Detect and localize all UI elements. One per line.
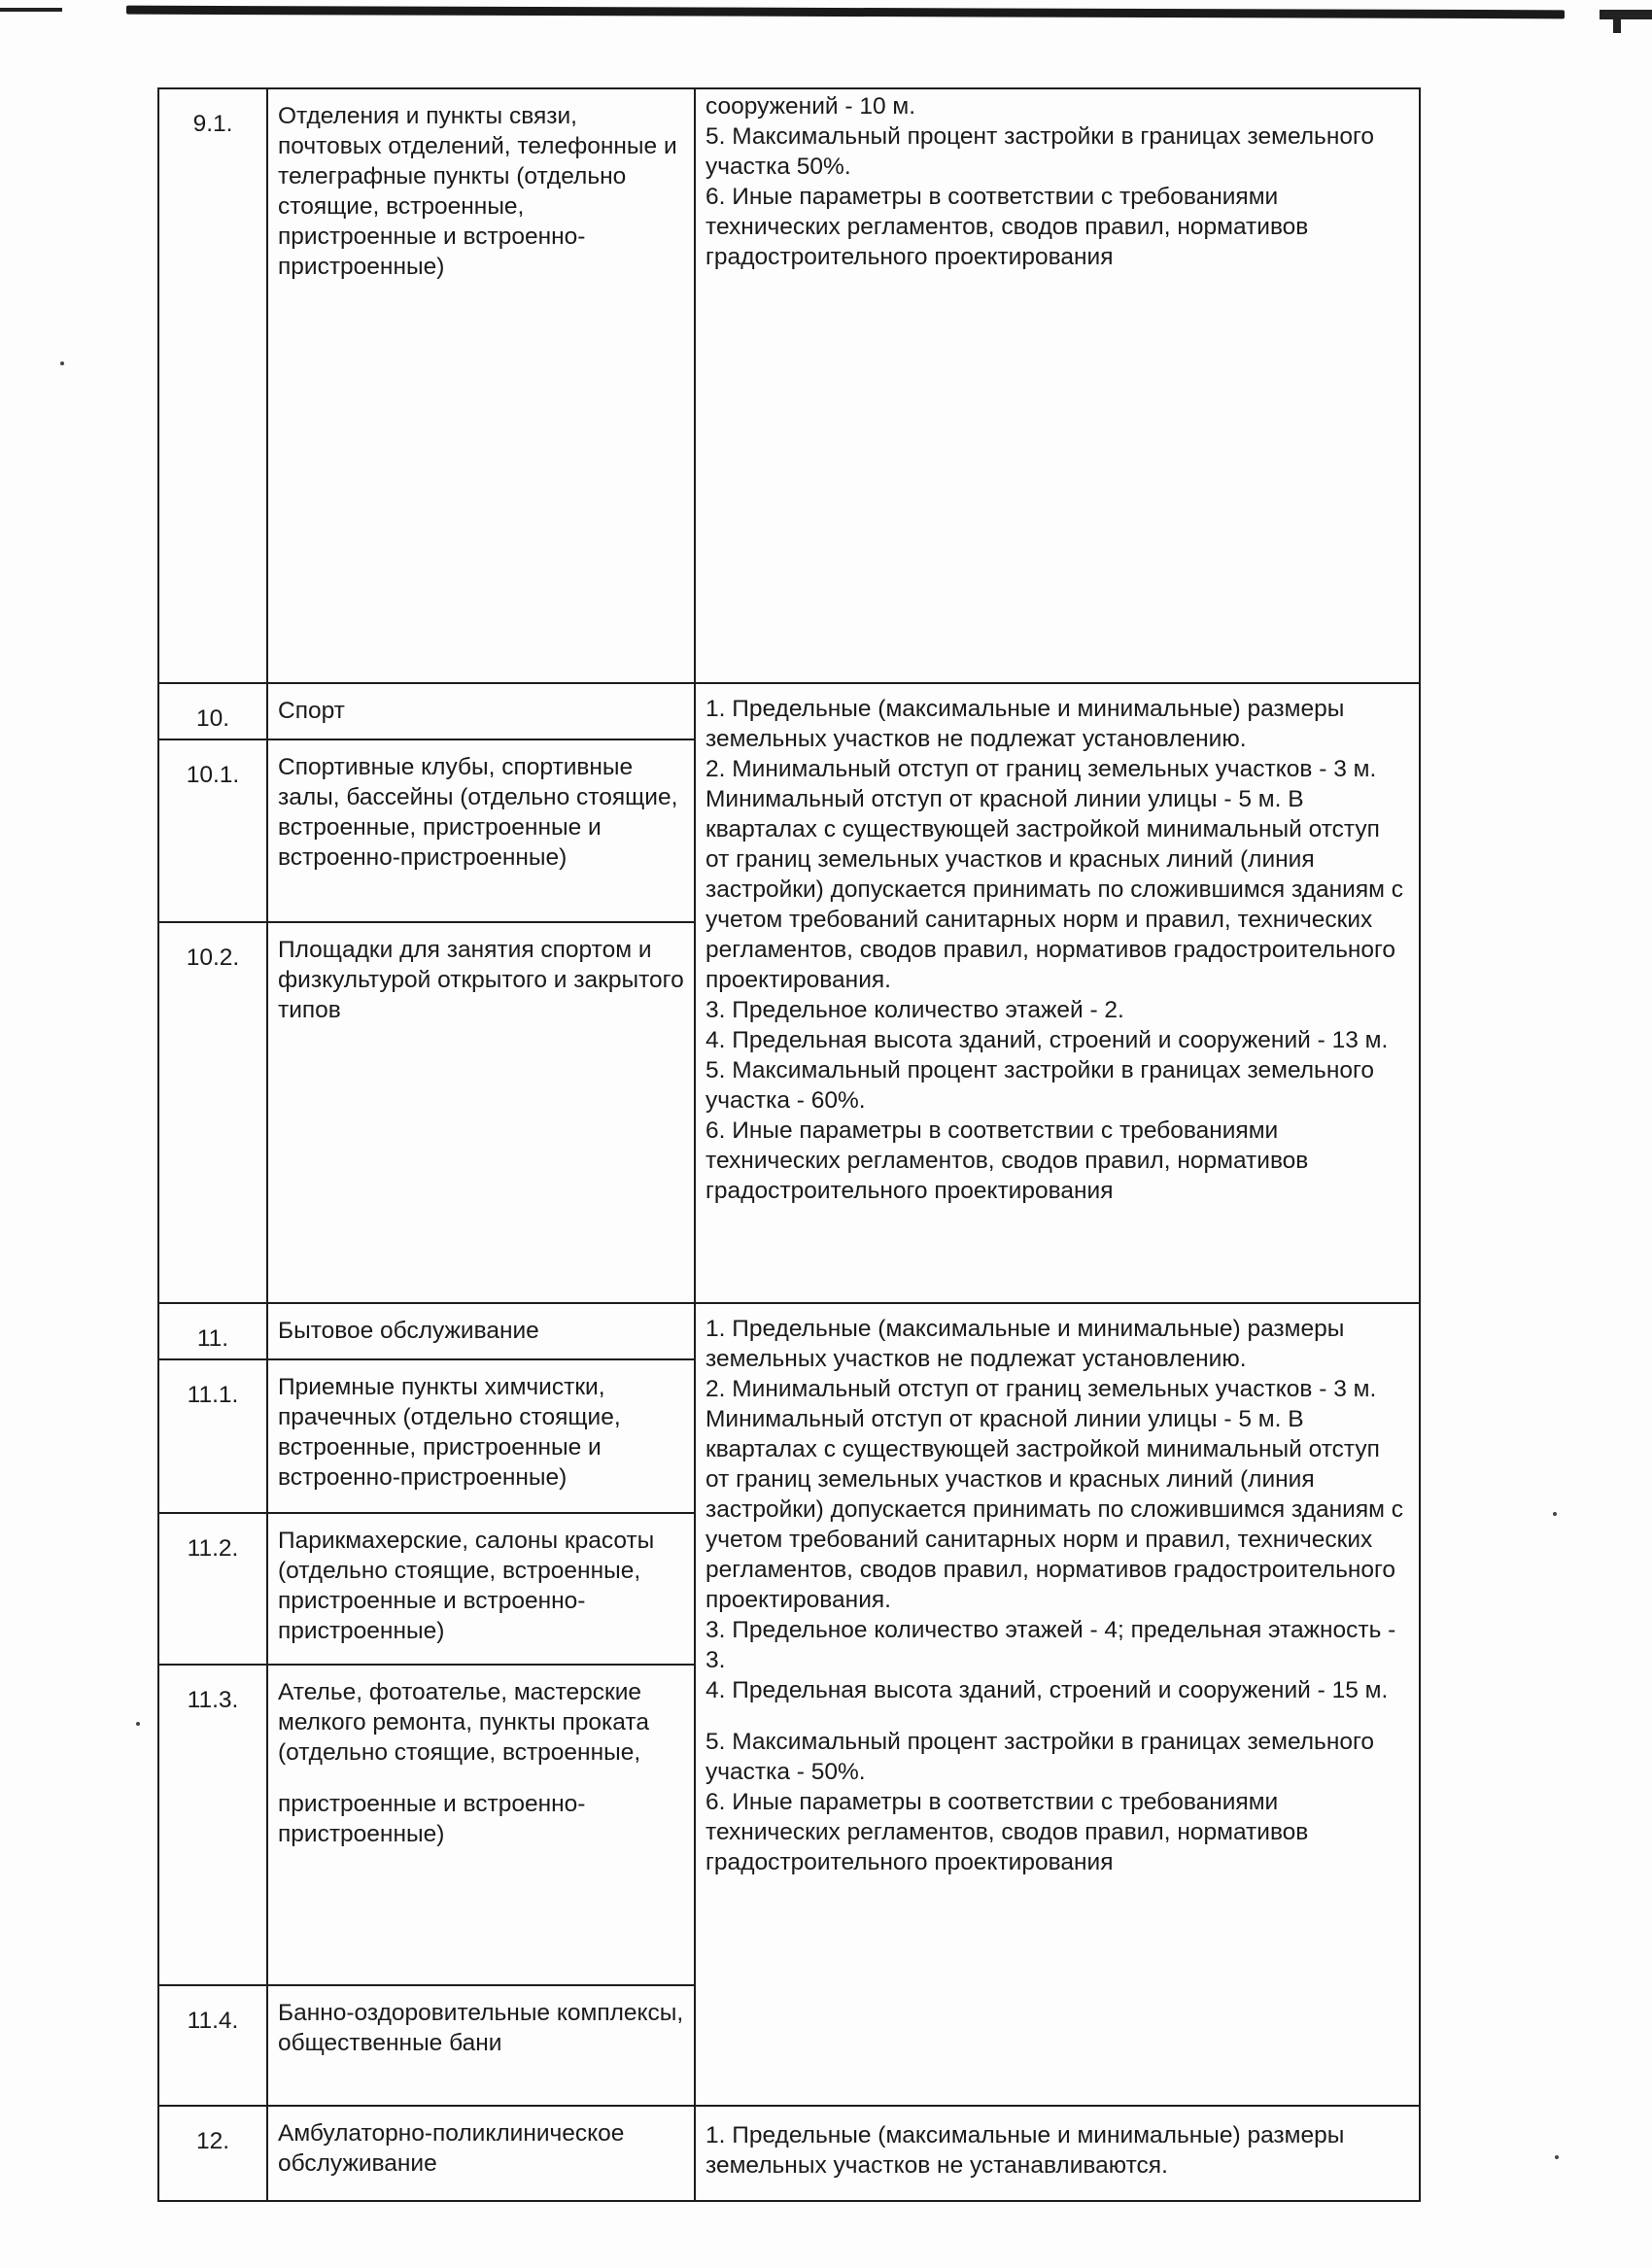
- row-number: 11.3.: [158, 1665, 267, 1985]
- scan-speck: [60, 361, 64, 365]
- parameters-cell: [695, 1303, 1420, 2106]
- parameter-item: 1. Предельные (максимальные и минимальные) размеры земельных участков не подлежат установлению.: [706, 696, 1345, 752]
- table-row: [158, 1303, 1420, 1359]
- table-row: [158, 683, 1420, 739]
- parameter-item: 4. Предельная высота зданий, строений и сооружений - 15 м.: [706, 1677, 1389, 1703]
- activity-name-part: Ателье, фотоателье, мастерские мелкого ремонта, пункты проката (отдельно стоящие, встроенные,: [278, 1679, 649, 1766]
- row-number: 10.: [158, 683, 267, 739]
- activity-name: Отделения и пункты связи, почтовых отделений, телефонные и телеграфные пункты (отдельно стоящие, встроенные, пристроенные и встроенно-пристроенные): [267, 88, 695, 683]
- scan-edge-mark: [1600, 10, 1652, 19]
- parameters-cell: [695, 683, 1420, 1303]
- activity-name-part: пристроенные и встроенно-пристроенные): [278, 1791, 586, 1847]
- parameter-item: 3. Предельное количество этажей - 2.: [706, 997, 1124, 1023]
- parameter-item: 5. Максимальный процент застройки в границах земельного участка 50%.: [706, 123, 1374, 180]
- parameter-item: сооружений - 10 м.: [706, 93, 916, 120]
- parameters-cell: [695, 88, 1420, 683]
- parameter-item: 6. Иные параметры в соответствии с требованиями технических регламентов, сводов правил, нормативов градостроительного проектирования: [706, 184, 1309, 270]
- activity-name: Спорт: [267, 683, 695, 739]
- scan-speck: [1555, 2155, 1559, 2159]
- parameter-item: 6. Иные параметры в соответствии с требованиями технических регламентов, сводов правил, нормативов градостроительного проектирования: [706, 1117, 1309, 1204]
- scan-speck: [136, 1722, 140, 1726]
- parameter-item: 5. Максимальный процент застройки в границах земельного участка - 60%.: [706, 1057, 1374, 1114]
- row-number: 10.1.: [158, 739, 267, 922]
- scan-speck: [1553, 1512, 1557, 1516]
- parameter-item: 3. Предельное количество этажей - 4; предельная этажность - 3.: [706, 1617, 1396, 1673]
- row-number: 12.: [158, 2106, 267, 2201]
- activity-name: Амбулаторно-поликлиническое обслуживание: [267, 2106, 695, 2201]
- activity-name: Приемные пункты химчистки, прачечных (отдельно стоящие, встроенные, пристроенные и встроенно-пристроенные): [267, 1359, 695, 1513]
- table-row: [158, 88, 1420, 683]
- row-number: 11.: [158, 1303, 267, 1359]
- activity-name: [267, 1665, 695, 1985]
- table-row: [158, 2106, 1420, 2201]
- regulations-table: [157, 87, 1421, 2202]
- row-number: 11.1.: [158, 1359, 267, 1513]
- row-number: 9.1.: [158, 88, 267, 683]
- parameter-item: 1. Предельные (максимальные и минимальные) размеры земельных участков не подлежат установлению.: [706, 1316, 1345, 1372]
- activity-name: Спортивные клубы, спортивные залы, бассейны (отдельно стоящие, встроенные, пристроенные и встроенно-пристроенные): [267, 739, 695, 922]
- parameter-item: 2. Минимальный отступ от границ земельных участков - 3 м. Минимальный отступ от красной линии улицы - 5 м. В кварталах с существующей застройкой минимальный отступ от границ земельных участков и красных линий (линия застройки) допускается принимать по сложившимся зданиям с учетом требований санитарных норм и правил, технических регламентов, сводов правил, нормативов градостроительного проектирования.: [706, 756, 1404, 993]
- parameter-item: 1. Предельные (максимальные и минимальные) размеры земельных участков не устанавливаются.: [706, 2122, 1345, 2179]
- scan-edge-mark: [1613, 12, 1621, 33]
- parameter-item: 2. Минимальный отступ от границ земельных участков - 3 м. Минимальный отступ от красной линии улицы - 5 м. В кварталах с существующей застройкой минимальный отступ от границ земельных участков и красных линий (линия застройки) допускается принимать по сложившимся зданиям с учетом требований санитарных норм и правил, технических регламентов, сводов правил, нормативов градостроительного проектирования.: [706, 1376, 1404, 1613]
- parameters-cell: [695, 2106, 1420, 2201]
- parameter-item: 4. Предельная высота зданий, строений и сооружений - 13 м.: [706, 1027, 1389, 1053]
- row-number: 11.2.: [158, 1513, 267, 1665]
- activity-name: Площадки для занятия спортом и физкультурой открытого и закрытого типов: [267, 922, 695, 1303]
- scan-edge-mark: [0, 8, 62, 12]
- activity-name: Банно-оздоровительные комплексы, общественные бани: [267, 1985, 695, 2106]
- activity-name: Парикмахерские, салоны красоты (отдельно стоящие, встроенные, пристроенные и встроенно-пристроенные): [267, 1513, 695, 1665]
- row-number: 10.2.: [158, 922, 267, 1303]
- parameter-item: 5. Максимальный процент застройки в границах земельного участка - 50%.: [706, 1729, 1374, 1785]
- parameter-item: 6. Иные параметры в соответствии с требованиями технических регламентов, сводов правил, нормативов градостроительного проектирования: [706, 1789, 1309, 1875]
- scan-edge-mark: [126, 6, 1565, 19]
- activity-name: Бытовое обслуживание: [267, 1303, 695, 1359]
- row-number: 11.4.: [158, 1985, 267, 2106]
